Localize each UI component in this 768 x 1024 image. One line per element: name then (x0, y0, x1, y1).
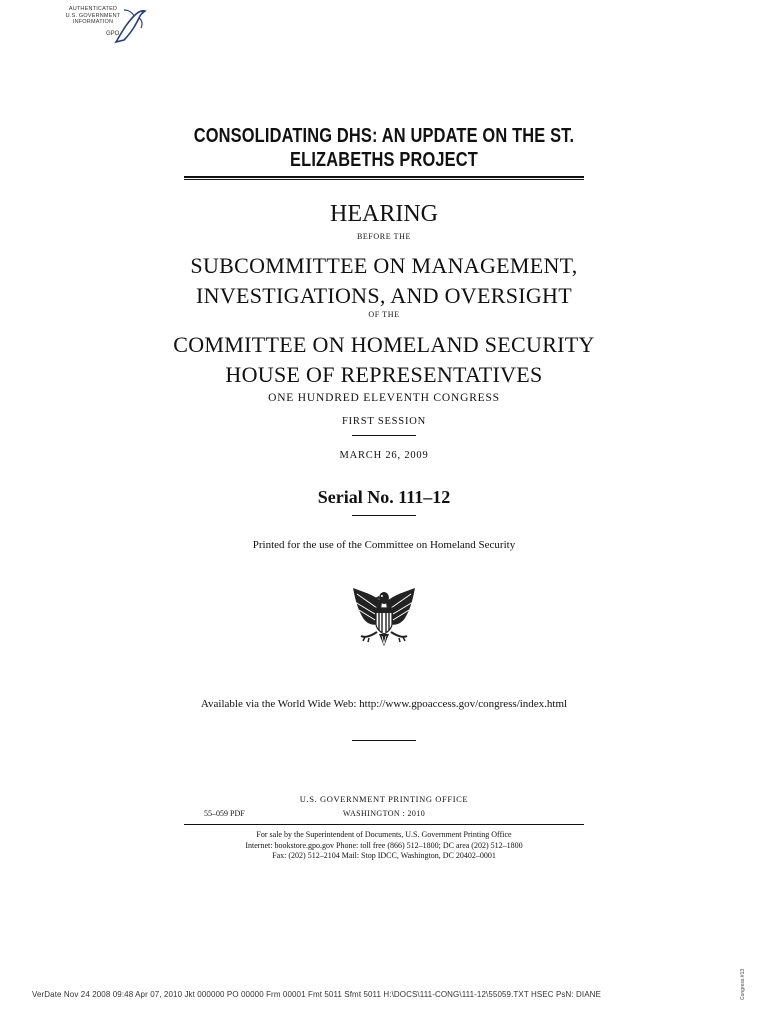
sale-line-1: For sale by the Superintendent of Documents, U.S. Government Printing Office (256, 830, 512, 839)
congress-label: ONE HUNDRED ELEVENTH CONGRESS (268, 392, 500, 404)
available-rule (352, 740, 416, 741)
session-rule (352, 435, 416, 436)
printing-office-label: U.S. GOVERNMENT PRINTING OFFICE (299, 794, 469, 804)
subcommittee-name (0, 251, 768, 311)
gpo-authenticated-logo (58, 4, 150, 46)
logo-text: AUTHENTICATED U.S. GOVERNMENT INFORMATION (65, 6, 121, 25)
subcommittee-line-2: INVESTIGATIONS, AND OVERSIGHT (196, 283, 572, 308)
sale-line-3: Fax: (202) 512–2104 Mail: Stop IDCC, Washington, DC 20402–0001 (272, 851, 496, 860)
hearing-heading: HEARING (330, 201, 438, 227)
subcommittee-line-1: SUBCOMMITTEE ON MANAGEMENT, (190, 253, 578, 278)
margin-note: Congress.#13 (740, 968, 746, 1000)
hearing-date: MARCH 26, 2009 (339, 450, 429, 461)
title-rule-top (184, 176, 584, 178)
pdf-number: 55–059 PDF (204, 809, 245, 818)
committee-line-2: HOUSE OF REPRESENTATIVES (225, 362, 543, 387)
serial-rule (352, 515, 416, 516)
of-the-label: OF THE (368, 310, 400, 319)
title-line-1: CONSOLIDATING DHS: AN UPDATE ON THE ST. (193, 125, 575, 147)
session-label: FIRST SESSION (341, 416, 427, 427)
available-web-note: Available via the World Wide Web: http://www.gpoaccess.gov/congress/index.html (200, 698, 568, 710)
sale-info (0, 830, 768, 862)
washington-label: WASHINGTON : 2010 (342, 809, 426, 818)
eagle-logo-icon (112, 4, 148, 46)
title-rule-bottom (184, 179, 584, 180)
before-the-label: BEFORE THE (356, 232, 412, 241)
logo-gpo-mark: GPO (106, 31, 120, 37)
printing-rule (184, 824, 584, 825)
printed-for-note: Printed for the use of the Committee on Homeland Security (252, 539, 516, 551)
committee-name (0, 330, 768, 390)
document-title (69, 124, 699, 172)
serial-number: Serial No. 111–12 (317, 487, 451, 507)
eagle-seal-icon (349, 584, 419, 652)
verdate-footer: VerDate Nov 24 2008 09:48 Apr 07, 2010 Jkt 000000 PO 00000 Frm 00001 Fmt 5011 Sfmt 5011 H:\DOCS\111-CONG\111-12\55059.TXT HSEC PsN: DIANE (32, 990, 601, 999)
committee-line-1: COMMITTEE ON HOMELAND SECURITY (173, 332, 595, 357)
sale-line-2: Internet: bookstore.gpo.gov Phone: toll free (866) 512–1800; DC area (202) 512–1800 (245, 840, 523, 850)
title-line-2: ELIZABETHS PROJECT (290, 149, 478, 171)
